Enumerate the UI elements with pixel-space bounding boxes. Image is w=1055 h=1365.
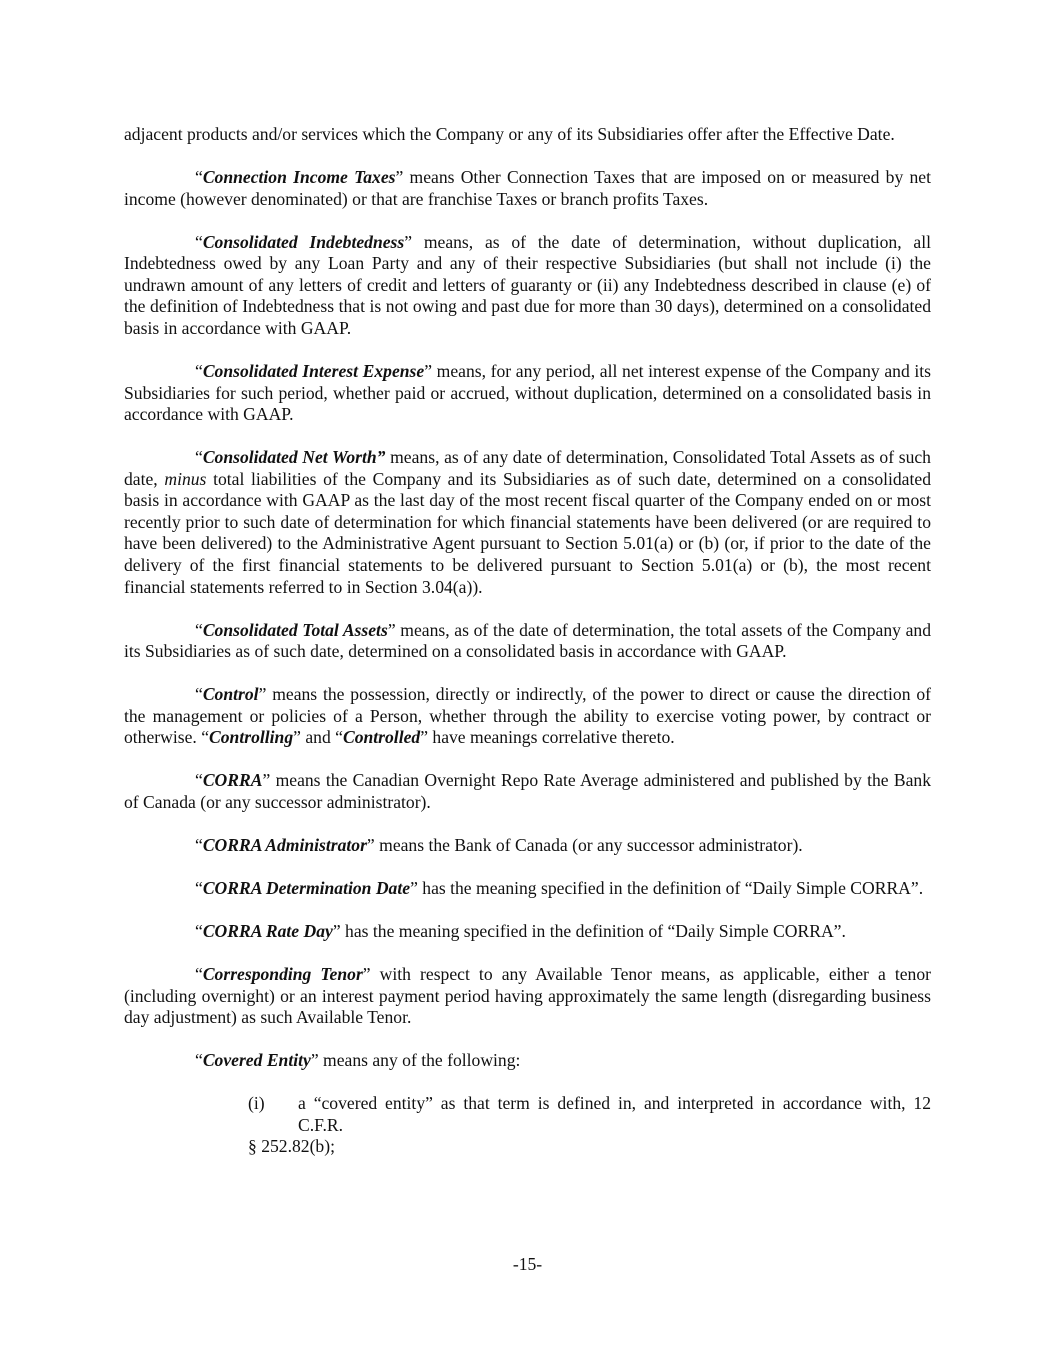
- defined-term: CORRA Administrator: [202, 834, 367, 855]
- definition-text: ” have meanings correlative thereto.: [420, 727, 675, 748]
- definition-text: “: [195, 684, 203, 705]
- clause-i: [124, 1093, 931, 1158]
- definition-consolidated-interest-expense: [124, 361, 931, 426]
- definition-corra-determination-date: [124, 878, 931, 900]
- definition-text: ” means Other Connection Taxes that are imposed on or measured by net income (however denominated) or that are franchise Taxes or branch profits Taxes.: [124, 166, 931, 209]
- definition-text: means, as of any date of determination, Consolidated Total Assets as of such date,: [124, 447, 931, 489]
- definition-text: ” means the Bank of Canada (or any successor administrator).: [366, 834, 803, 855]
- defined-term: Consolidated Interest Expense: [202, 360, 425, 381]
- defined-term: Corresponding Tenor: [202, 963, 363, 984]
- definition-text: ” means the possession, directly or indirectly, of the power to direct or cause the direction of the management or policies of a Person, whether through the ability to exercise voting power, by contract or otherwise. “: [124, 684, 931, 748]
- definition-text: ” means, as of the date of determination, the total assets of the Company and its Subsidiaries as of such date, determined on a consolidated basis in accordance with GAAP.: [124, 619, 931, 662]
- defined-term: Connection Income Taxes: [202, 166, 396, 187]
- definition-text: “: [195, 877, 203, 898]
- definition-text: “: [195, 619, 203, 640]
- definition-consolidated-indebtedness: [124, 232, 931, 340]
- clause-i-first-line: [248, 1093, 931, 1136]
- defined-term: Covered Entity: [202, 1050, 311, 1071]
- page-number: -15-: [512, 1254, 543, 1274]
- definition-corra-rate-day: [124, 921, 931, 943]
- definition-text: ” with respect to any Available Tenor means, as applicable, either a tenor (including overnight) or an interest payment period having approximately the same length (disregarding business day adjustment) as such Available Tenor.: [124, 963, 931, 1028]
- definition-text: ” means, as of the date of determination, without duplication, all Indebtedness owed by any Loan Party and any of their respective Subsidiaries (but shall not include (i) the undrawn amount of any letters of credit and letters of guaranty or (ii) any Indebtedness described in clause (e) of the definition of Indebtedness that is not owing and past due for more than 30 days), determined on a consolidated basis in accordance with GAAP.: [124, 231, 931, 338]
- definition-consolidated-total-assets: [124, 620, 931, 663]
- definitions-body: [124, 124, 931, 1158]
- definition-corra: [124, 770, 931, 813]
- definition-text: “: [195, 447, 203, 468]
- definition-text: “: [195, 834, 203, 855]
- definition-covered-entity: [124, 1050, 931, 1072]
- definition-text: “: [195, 770, 203, 791]
- defined-term: CORRA Rate Day: [202, 920, 333, 941]
- defined-term: CORRA: [202, 770, 263, 791]
- defined-term: CORRA Determination Date: [202, 877, 411, 898]
- emphasis-text: minus: [164, 468, 207, 489]
- definition-text: ” means any of the following:: [310, 1050, 521, 1071]
- definition-corresponding-tenor: [124, 964, 931, 1029]
- definition-text: “: [195, 1050, 203, 1071]
- defined-term: Consolidated Total Assets: [202, 619, 388, 640]
- defined-term: Control: [202, 684, 259, 705]
- clause-i-label: (i): [248, 1093, 265, 1114]
- definition-text: “: [195, 920, 203, 941]
- paragraph-intro-fragment: [124, 124, 931, 146]
- definition-text: “: [195, 963, 203, 984]
- definition-text: ” has the meaning specified in the definition of “Daily Simple CORRA”.: [332, 920, 846, 941]
- defined-term: Controlled: [342, 727, 421, 748]
- definition-text: “: [195, 360, 203, 381]
- defined-term: Consolidated Net Worth”: [202, 447, 386, 468]
- definition-text: ” means, for any period, all net interest expense of the Company and its Subsidiaries for such period, whether paid or accrued, without duplication, determined on a consolidated basis in accordance with GAAP.: [124, 360, 932, 425]
- defined-term: Consolidated Indebtedness: [202, 231, 405, 252]
- definition-text: ” has the meaning specified in the definition of “Daily Simple CORRA”.: [410, 877, 924, 898]
- definition-control: [124, 684, 931, 749]
- definition-text: ” means the Canadian Overnight Repo Rate Average administered and published by the Bank of Canada (or any successor administrator).: [124, 770, 931, 812]
- clause-i-continuation: § 252.82(b);: [248, 1136, 335, 1157]
- definition-connection-income-taxes: [124, 167, 931, 210]
- definition-consolidated-net-worth: [124, 447, 931, 598]
- definition-text: “: [195, 231, 203, 252]
- definition-text: total liabilities of the Company and its Subsidiaries as of such date, determined on a consolidated basis in accordance with GAAP as the last day of the most recent fiscal quarter of the Company ended on or most recently prior to such date of determination for which financial statements have been delivered (or are required to have been delivered) to the Administrative Agent pursuant to Section 5.01(a) or (b) (or, if prior to the date of the delivery of the first financial statements to be delivered pursuant to Section 5.01(a) or (b), the most recent financial statements referred to in Section 3.04(a)).: [124, 468, 931, 597]
- clause-i-text: a “covered entity” as that term is defined in, and interpreted in accordance with, 12 C.F.R.: [298, 1093, 931, 1135]
- definition-corra-administrator: [124, 835, 931, 857]
- defined-term: Controlling: [209, 727, 294, 748]
- definition-text: ” and “: [293, 727, 343, 748]
- definition-text: “: [195, 166, 203, 187]
- definition-text: adjacent products and/or services which the Company or any of its Subsidiaries offer after the Effective Date.: [124, 124, 895, 144]
